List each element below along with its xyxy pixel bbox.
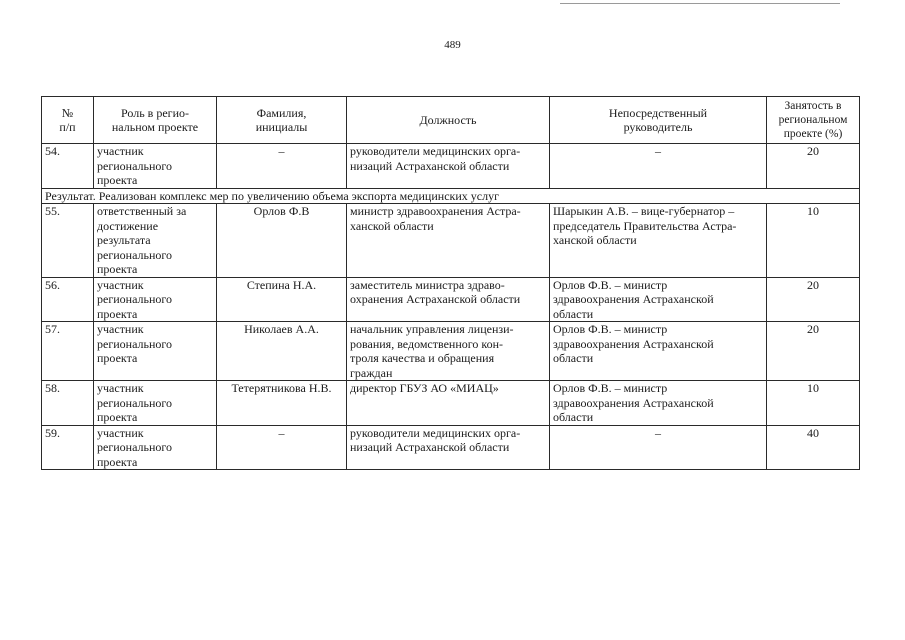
row-number: 57.	[42, 322, 94, 381]
row-role: участник регионального проекта	[94, 277, 217, 322]
table-body-before	[42, 144, 860, 189]
row-role: участник регионального проекта	[94, 381, 217, 426]
header-position: Должность	[347, 97, 550, 144]
result-row	[42, 188, 860, 204]
row-supervisor: –	[550, 144, 767, 189]
header-employment: Занятость в региональном проекте (%)	[767, 97, 860, 144]
header-supervisor: Непосредственный руководитель	[550, 97, 767, 144]
page-number: 489	[444, 39, 461, 51]
table-header-row	[42, 97, 860, 144]
participants-table	[41, 96, 860, 470]
header-role: Роль в регио- нальном проекте	[94, 97, 217, 144]
table-row	[42, 277, 860, 322]
row-name: Орлов Ф.В	[217, 204, 347, 278]
row-position: директор ГБУЗ АО «МИАЦ»	[347, 381, 550, 426]
table-row	[42, 322, 860, 381]
row-employment: 20	[767, 144, 860, 189]
row-employment: 20	[767, 277, 860, 322]
row-position: руководители медицинских орга- низаций Астраханской области	[347, 425, 550, 470]
row-position: руководители медицинских орга- низаций Астраханской области	[347, 144, 550, 189]
row-position: начальник управления лицензи- рования, ведомственного кон- троля качества и обращения граждан	[347, 322, 550, 381]
header-name: Фамилия, инициалы	[217, 97, 347, 144]
top-rule	[560, 3, 840, 4]
row-supervisor: Орлов Ф.В. – министр здравоохранения Астраханской области	[550, 381, 767, 426]
table-row	[42, 144, 860, 189]
result-section	[42, 188, 860, 204]
row-name: –	[217, 425, 347, 470]
row-name: Степина Н.А.	[217, 277, 347, 322]
row-supervisor: Орлов Ф.В. – министр здравоохранения Астраханской области	[550, 277, 767, 322]
row-number: 58.	[42, 381, 94, 426]
row-name: Николаев А.А.	[217, 322, 347, 381]
table-row	[42, 204, 860, 278]
row-employment: 10	[767, 204, 860, 278]
result-text: Результат. Реализован комплекс мер по увеличению объема экспорта медицинских услуг	[42, 188, 860, 204]
header-number: № п/п	[42, 97, 94, 144]
row-role: участник регионального проекта	[94, 425, 217, 470]
row-supervisor: Шарыкин А.В. – вице-губернатор – председатель Правительства Астра- ханской области	[550, 204, 767, 278]
row-number: 54.	[42, 144, 94, 189]
row-employment: 40	[767, 425, 860, 470]
row-supervisor: –	[550, 425, 767, 470]
row-role: участник регионального проекта	[94, 322, 217, 381]
row-number: 59.	[42, 425, 94, 470]
row-employment: 20	[767, 322, 860, 381]
row-position: заместитель министра здраво- охранения Астраханской области	[347, 277, 550, 322]
row-position: министр здравоохранения Астра- ханской области	[347, 204, 550, 278]
row-supervisor: Орлов Ф.В. – министр здравоохранения Астраханской области	[550, 322, 767, 381]
row-role: ответственный за достижение результата регионального проекта	[94, 204, 217, 278]
row-employment: 10	[767, 381, 860, 426]
row-number: 56.	[42, 277, 94, 322]
table-row	[42, 425, 860, 470]
row-name: –	[217, 144, 347, 189]
table-body-after	[42, 204, 860, 470]
table-row	[42, 381, 860, 426]
row-number: 55.	[42, 204, 94, 278]
row-role: участник регионального проекта	[94, 144, 217, 189]
row-name: Тетерятникова Н.В.	[217, 381, 347, 426]
